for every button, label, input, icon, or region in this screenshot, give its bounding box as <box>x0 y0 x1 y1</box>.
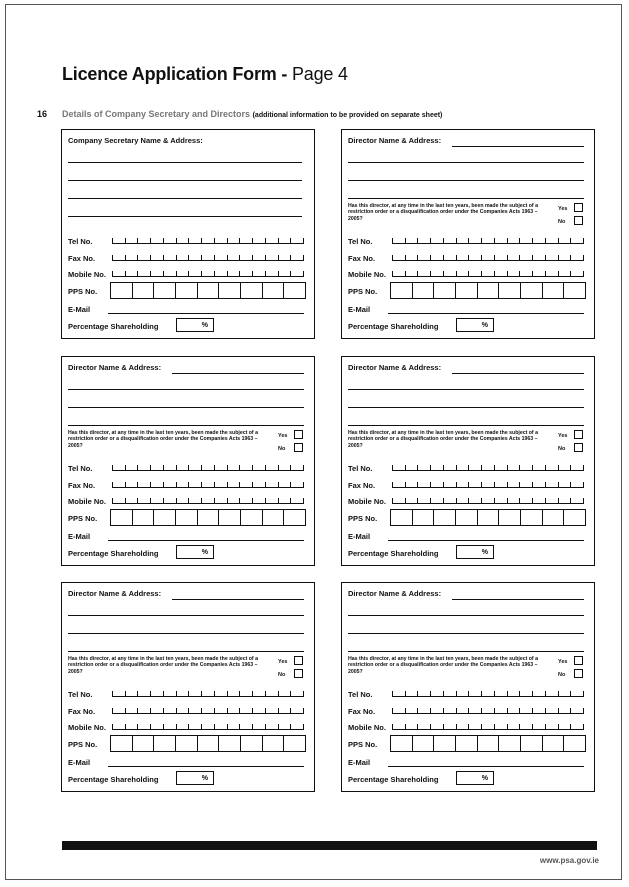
tel-field[interactable] <box>112 464 304 471</box>
yes-label: Yes <box>558 206 568 212</box>
fax-label: Fax No. <box>348 254 376 263</box>
director-name-label: Director Name & Address: <box>348 136 442 145</box>
address-line[interactable] <box>348 180 584 181</box>
address-line[interactable] <box>348 651 584 652</box>
address-line[interactable] <box>68 389 304 390</box>
address-line[interactable] <box>68 651 304 652</box>
mobile-label: Mobile No. <box>68 270 106 279</box>
mobile-label: Mobile No. <box>348 270 386 279</box>
tel-label: Tel No. <box>348 464 373 473</box>
mobile-field[interactable] <box>112 497 304 504</box>
section-title: Details of Company Secretary and Directors (additional information to be provided on separate sheet) <box>62 109 443 119</box>
restriction-question: Has this director, at any time in the last ten years, been made the subject of a restriction order or a disqualification order under the Companies Acts 1963 – 2005? <box>68 656 258 675</box>
shareholding-field[interactable]: % <box>456 771 494 785</box>
tel-label: Tel No. <box>68 690 93 699</box>
fax-field[interactable] <box>392 481 584 488</box>
pps-field[interactable] <box>110 735 306 752</box>
tel-field[interactable] <box>392 690 584 697</box>
fax-label: Fax No. <box>348 707 376 716</box>
yes-checkbox[interactable] <box>574 203 583 212</box>
address-line[interactable] <box>348 633 584 634</box>
fax-field[interactable] <box>112 707 304 714</box>
tel-label: Tel No. <box>68 464 93 473</box>
pps-label: PPS No. <box>348 514 378 523</box>
director-box-3 <box>341 356 595 566</box>
yes-label: Yes <box>278 659 288 665</box>
fax-field[interactable] <box>392 254 584 261</box>
shareholding-field[interactable]: % <box>456 545 494 559</box>
shareholding-field[interactable]: % <box>176 545 214 559</box>
tel-label: Tel No. <box>68 237 93 246</box>
shareholding-field[interactable]: % <box>456 318 494 332</box>
no-checkbox[interactable] <box>294 669 303 678</box>
fax-field[interactable] <box>392 707 584 714</box>
director-name-label: Director Name & Address: <box>348 363 442 372</box>
address-line[interactable] <box>68 615 304 616</box>
email-line[interactable] <box>108 313 304 314</box>
pps-field[interactable] <box>390 735 586 752</box>
fax-label: Fax No. <box>68 254 96 263</box>
email-line[interactable] <box>108 540 304 541</box>
tel-label: Tel No. <box>348 690 373 699</box>
pps-field[interactable] <box>110 282 306 299</box>
mobile-label: Mobile No. <box>68 497 106 506</box>
name-line[interactable] <box>172 599 304 600</box>
no-label: No <box>558 446 566 452</box>
secretary-box <box>61 129 315 339</box>
restriction-question: Has this director, at any time in the last ten years, been made the subject of a restriction order or a disqualification order under the Companies Acts 1963 – 2005? <box>348 203 538 222</box>
pps-label: PPS No. <box>348 740 378 749</box>
mobile-field[interactable] <box>392 723 584 730</box>
email-line[interactable] <box>388 540 584 541</box>
footer-bar <box>62 841 597 850</box>
yes-label: Yes <box>278 433 288 439</box>
name-line[interactable] <box>452 373 584 374</box>
no-checkbox[interactable] <box>574 443 583 452</box>
pps-label: PPS No. <box>68 514 98 523</box>
mobile-label: Mobile No. <box>348 723 386 732</box>
restriction-question: Has this director, at any time in the last ten years, been made the subject of a restriction order or a disqualification order under the Companies Acts 1963 – 2005? <box>348 430 538 449</box>
director-box-5 <box>341 582 595 792</box>
email-line[interactable] <box>388 313 584 314</box>
pps-field[interactable] <box>390 509 586 526</box>
email-line[interactable] <box>388 766 584 767</box>
address-line[interactable] <box>68 425 304 426</box>
tel-field[interactable] <box>392 464 584 471</box>
yes-checkbox[interactable] <box>574 430 583 439</box>
fax-label: Fax No. <box>348 481 376 490</box>
address-line[interactable] <box>68 162 302 163</box>
pps-label: PPS No. <box>348 287 378 296</box>
email-label: E-Mail <box>68 758 91 767</box>
director-name-label: Director Name & Address: <box>348 589 442 598</box>
director-name-label: Director Name & Address: <box>68 589 162 598</box>
yes-label: Yes <box>558 659 568 665</box>
director-box-2 <box>61 356 315 566</box>
tel-label: Tel No. <box>348 237 373 246</box>
mobile-field[interactable] <box>112 270 304 277</box>
yes-checkbox[interactable] <box>574 656 583 665</box>
mobile-field[interactable] <box>392 270 584 277</box>
yes-label: Yes <box>558 433 568 439</box>
page-title: Licence Application Form - Page 4 <box>62 64 348 84</box>
restriction-question: Has this director, at any time in the last ten years, been made the subject of a restriction order or a disqualification order under the Companies Acts 1963 – 2005? <box>348 656 538 675</box>
name-line[interactable] <box>452 146 584 147</box>
fax-field[interactable] <box>112 481 304 488</box>
email-label: E-Mail <box>348 758 371 767</box>
fax-label: Fax No. <box>68 481 96 490</box>
tel-field[interactable] <box>112 690 304 697</box>
yes-checkbox[interactable] <box>294 430 303 439</box>
address-line[interactable] <box>348 407 584 408</box>
email-label: E-Mail <box>68 305 91 314</box>
email-label: E-Mail <box>68 532 91 541</box>
pps-field[interactable] <box>110 509 306 526</box>
mobile-label: Mobile No. <box>348 497 386 506</box>
fax-field[interactable] <box>112 254 304 261</box>
director-box-1 <box>341 129 595 339</box>
shareholding-field[interactable]: % <box>176 771 214 785</box>
restriction-question: Has this director, at any time in the last ten years, been made the subject of a restriction order or a disqualification order under the Companies Acts 1963 – 2005? <box>68 430 258 449</box>
shareholding-label: Percentage Shareholding <box>68 549 159 558</box>
mobile-label: Mobile No. <box>68 723 106 732</box>
address-line[interactable] <box>348 615 584 616</box>
address-line[interactable] <box>348 162 584 163</box>
address-line[interactable] <box>348 425 584 426</box>
address-line[interactable] <box>348 389 584 390</box>
no-checkbox[interactable] <box>294 443 303 452</box>
pps-field[interactable] <box>390 282 586 299</box>
secretary-name-label: Company Secretary Name & Address: <box>68 136 203 145</box>
no-checkbox[interactable] <box>574 669 583 678</box>
pps-label: PPS No. <box>68 740 98 749</box>
tel-field[interactable] <box>392 237 584 244</box>
email-line[interactable] <box>108 766 304 767</box>
no-label: No <box>558 219 566 225</box>
director-name-label: Director Name & Address: <box>68 363 162 372</box>
name-line[interactable] <box>452 599 584 600</box>
address-line[interactable] <box>68 633 304 634</box>
pps-label: PPS No. <box>68 287 98 296</box>
yes-checkbox[interactable] <box>294 656 303 665</box>
email-label: E-Mail <box>348 305 371 314</box>
fax-label: Fax No. <box>68 707 96 716</box>
no-checkbox[interactable] <box>574 216 583 225</box>
shareholding-label: Percentage Shareholding <box>348 775 439 784</box>
section-number: 16 <box>37 109 48 119</box>
shareholding-field[interactable]: % <box>176 318 214 332</box>
no-label: No <box>278 672 286 678</box>
shareholding-label: Percentage Shareholding <box>348 322 439 331</box>
footer-url: www.psa.gov.ie <box>539 856 599 865</box>
name-line[interactable] <box>172 373 304 374</box>
email-label: E-Mail <box>348 532 371 541</box>
address-line[interactable] <box>68 216 302 217</box>
mobile-field[interactable] <box>112 723 304 730</box>
shareholding-label: Percentage Shareholding <box>68 775 159 784</box>
no-label: No <box>558 672 566 678</box>
address-line[interactable] <box>68 180 302 181</box>
no-label: No <box>278 446 286 452</box>
shareholding-label: Percentage Shareholding <box>348 549 439 558</box>
address-line[interactable] <box>68 198 302 199</box>
shareholding-label: Percentage Shareholding <box>68 322 159 331</box>
mobile-field[interactable] <box>392 497 584 504</box>
address-line[interactable] <box>348 198 584 199</box>
address-line[interactable] <box>68 407 304 408</box>
director-box-4 <box>61 582 315 792</box>
tel-field[interactable] <box>112 237 304 244</box>
